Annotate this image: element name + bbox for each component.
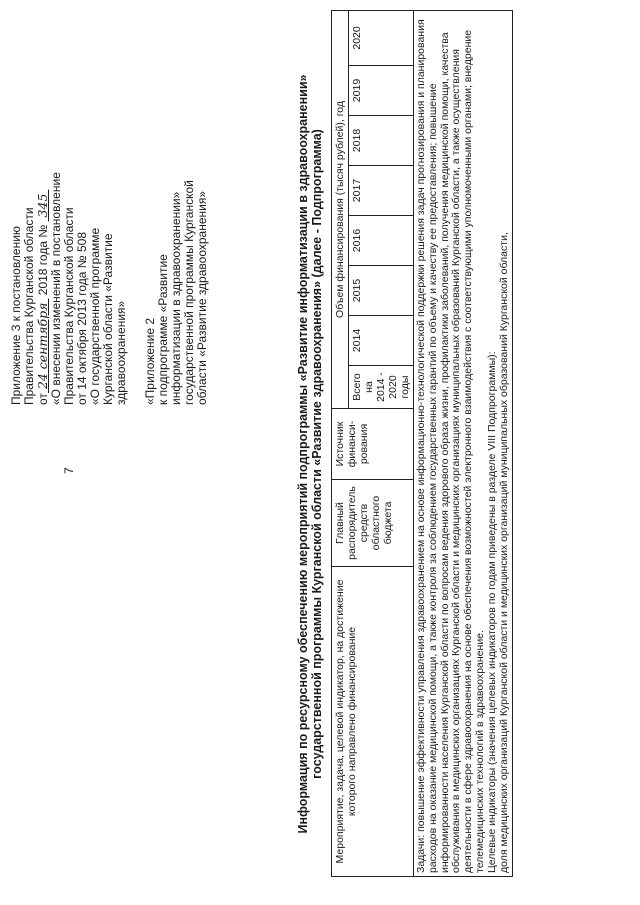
handwritten-date: 24 сентября (35, 302, 50, 390)
indicator-text: доля медицинских организаций Курганской области и медицинских организаций муниципальных образований Курганской области, (497, 232, 510, 873)
page-number: 7 (62, 467, 76, 474)
appendix2-line: к подпрограмме «Развитие (156, 254, 170, 405)
col-year-header: 2014 (349, 316, 414, 366)
appendix-header (10, 5, 209, 405)
col-source-header: Источник финанси-рования (332, 409, 414, 480)
appendix-line: Правительства Курганской области (22, 207, 36, 405)
tasks-text: Задачи: повышение эффективности управления здравоохранением на основе информационно-технологической поддержки решения задач прогнозирования и планирования расходов на оказание медицинской помощи, а также контроля за соблюдением государственных гарантий по объему и качеству ее предоставления; повышение информированности населения Курганской области по вопросам ведения здорового образа жизни, профилактики заболеваний, получения медицинской помощи, качества обслуживания в медицинских организациях Курганской области и медицинских организациях муниципальных образований Курганской области, а также осуществления деятельности в сфере здравоохранения на основе обеспечения возможностей электронного взаимодействия с соответствующими уполномоченными органами; внедрение телемедицинских технологий в здравоохранение. (415, 19, 486, 873)
appendix-line: Приложение 3 к постановлению (9, 226, 23, 405)
document-title (296, 39, 324, 869)
appendix2-line: информатизации в здравоохранении» (169, 191, 183, 405)
col-year-header: 2019 (349, 66, 414, 116)
appendix-date-line (36, 5, 50, 405)
tasks-cell (414, 10, 513, 876)
appendix2-line: области «Развитие здравоохранения» (195, 190, 209, 405)
title-line: государственной программы Курганской области «Развитие здравоохранения» (далее - Подпрограмма) (310, 129, 324, 779)
indicators-text: Целевые индикаторы (значения целевых индикаторов по годам приведены в разделе VIII Подпрограммы): (485, 351, 498, 873)
col-year-header: 2016 (349, 216, 414, 266)
date-prefix: от (36, 393, 50, 405)
appendix2-line: государственной программы Курганской (182, 180, 196, 405)
col-event-header: Мероприятие, задача, целевой индикатор, на достижение которого направлено финансирование (332, 567, 414, 877)
col-total-header: Всего на 2014 - 2020 годы (349, 366, 414, 409)
appendix2-line: «Приложение 2 (143, 317, 157, 405)
table-row (414, 10, 513, 876)
amend-line: «О государственной программе (88, 227, 102, 405)
amend-line: Правительства Курганской области (62, 207, 76, 405)
amend-line: «О внесении изменений в постановление (49, 172, 63, 405)
col-year-header: 2017 (349, 166, 414, 216)
amend-line: здравоохранения» (114, 300, 128, 405)
col-year-header: 2020 (349, 10, 414, 65)
table-header-row (332, 10, 349, 876)
date-year: 2018 года № (36, 224, 50, 296)
title-line: Информация по ресурсному обеспечению мероприятий подпрограммы «Развитие информатизации в здравоохранении» (296, 74, 310, 834)
col-year-header: 2015 (349, 266, 414, 316)
funding-table (331, 10, 513, 877)
amend-line: Курганской области «Развитие (101, 233, 115, 405)
col-year-header: 2018 (349, 116, 414, 166)
amend-line: от 14 октября 2013 года № 508 (75, 231, 89, 405)
col-volume-header: Объем финансирования (тысяч рублей), год (332, 10, 349, 408)
col-manager-header: Главный распорядитель средств областного бюджета (332, 480, 414, 567)
handwritten-number: 345 (35, 193, 50, 218)
